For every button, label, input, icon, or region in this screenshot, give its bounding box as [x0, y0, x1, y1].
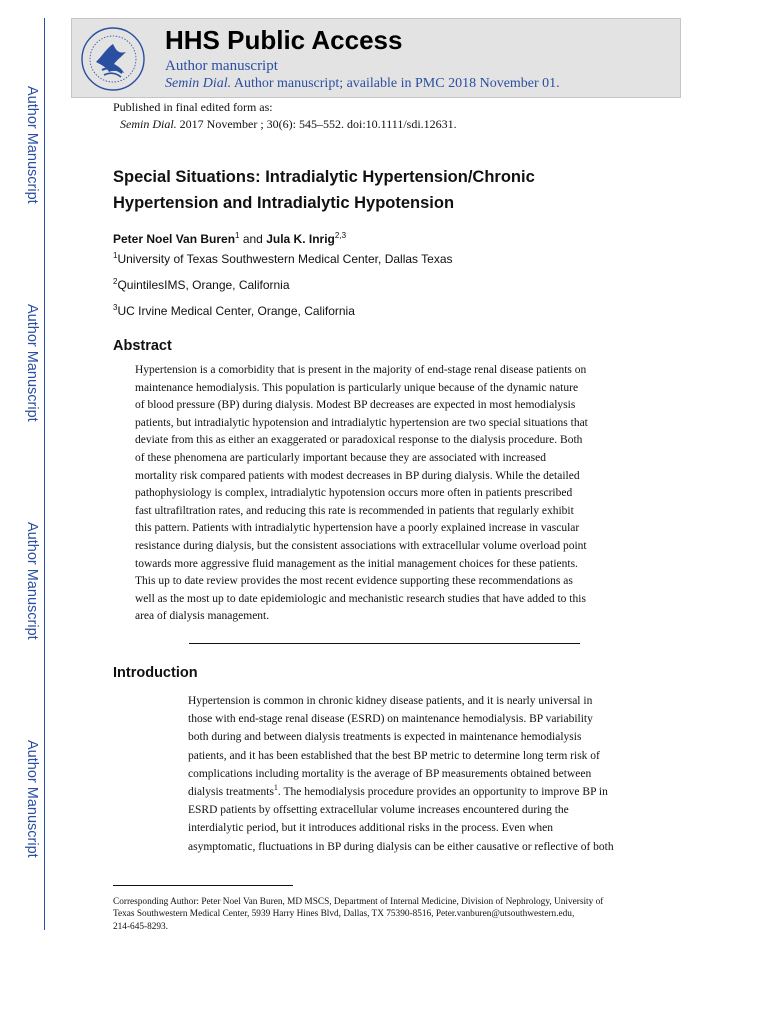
- abstract-line: deviate from this as either an exaggerated or paradoxical response to the dialysis procedure. Both: [135, 434, 583, 447]
- abstract-line: towards more aggressive fluid management as the initial management choices for these patients.: [135, 557, 578, 570]
- abstract-line: pathophysiology is complex, intradialytic hypotension occurs more often in patients prescribed: [135, 487, 573, 500]
- reference-link[interactable]: 1: [273, 783, 278, 793]
- affiliation-number: 2: [113, 277, 118, 286]
- affiliation-text: University of Texas Southwestern Medical Center, Dallas Texas: [117, 252, 453, 266]
- footnote-line: 214-645-8293.: [113, 921, 169, 932]
- footnote-line: Corresponding Author: Peter Noel Van Buren, MD MSCS, Department of Internal Medicine, Division of Nephrology, University of: [113, 897, 604, 907]
- intro-line: dialysis treatments: [188, 786, 274, 799]
- affiliation-text: QuintilesIMS, Orange, California: [117, 278, 290, 292]
- abstract-body: [135, 362, 635, 626]
- header-journal-line: [165, 76, 560, 92]
- footnote-line: Texas Southwestern Medical Center, 5939 Harry Hines Blvd, Dallas, TX 75390-8516, Peter.vanburen@utsouthwestern.edu,: [113, 909, 575, 920]
- abstract-line: mortality risk compared patients with modest decreases in BP during dialysis. While the detailed: [135, 469, 580, 482]
- footnote-divider: [113, 885, 293, 886]
- intro-line: ESRD patients by offsetting extracellular volume increases encountered during the: [188, 804, 569, 817]
- introduction-body: [188, 692, 658, 856]
- hhs-eagle-seal-icon: [80, 26, 146, 92]
- intro-line: . The hemodialysis procedure provides an opportunity to improve BP in: [277, 786, 608, 799]
- header-title: HHS Public Access: [165, 25, 403, 55]
- citation-text: 2017 November ; 30(6): 545–552. doi:10.1111/sdi.12631.: [176, 117, 457, 131]
- abstract-line: area of dialysis management.: [135, 610, 270, 623]
- intro-line: complications including mortality is the average of BP measurements obtained between: [188, 767, 592, 780]
- journal-name: Semin Dial.: [165, 76, 232, 91]
- author-name: Peter Noel Van Buren: [113, 232, 236, 246]
- article-title: Special Situations: Intradialytic Hypertension/Chronic Hypertension and Intradialytic Hypotension: [113, 168, 535, 212]
- author-line: [113, 232, 346, 246]
- intro-line: asymptomatic, fluctuations in BP during dialysis can be either causative or reflective of both: [188, 840, 614, 853]
- published-note: Published in final edited form as:: [113, 100, 273, 114]
- header-subtitle: Author manuscript: [165, 58, 278, 74]
- abstract-line: This up to date review provides the most recent evidence supporting these recommendations as: [135, 575, 573, 588]
- journal-name: Semin Dial.: [120, 117, 177, 131]
- availability-text: Author manuscript; available in PMC 2018 November 01.: [231, 76, 560, 91]
- abstract-heading: Abstract: [113, 338, 172, 354]
- intro-line: those with end-stage renal disease (ESRD) on maintenance hemodialysis. BP variability: [188, 713, 593, 726]
- introduction-heading: Introduction: [113, 665, 198, 681]
- corresponding-author-footnote: [113, 896, 653, 933]
- abstract-line: resistance during dialysis, but the consistent associations with extracellular volume overload point: [135, 539, 587, 552]
- abstract-line: fast ultrafiltration rates, and reducing this rate is recommended in patients that regularly exhibit: [135, 504, 574, 517]
- affiliation-marker: 2,3: [334, 231, 347, 240]
- affiliation-marker: 1: [235, 231, 240, 240]
- abstract-line: of blood pressure (BP) during dialysis. Modest BP decreases are expected in most hemodialysis: [135, 399, 576, 412]
- citation-line: [120, 117, 457, 132]
- abstract-line: patients, but intradialytic hypotension and intradialytic hypertension are two special situations that: [135, 416, 588, 429]
- abstract-line: this pattern. Patients with intradialytic hypertension have a poorly explained increase in vascular: [135, 522, 580, 535]
- hhs-header-banner: [71, 18, 681, 98]
- affiliation-number: 1: [113, 251, 118, 260]
- intro-line: interdialytic period, but it introduces additional risks in the process. Even when: [188, 822, 554, 835]
- abstract-line: well as the most up to date epidemiologic and mechanistic research studies that have added to this: [135, 592, 586, 605]
- intro-line: both during and between dialysis treatments is expected in maintenance hemodialysis: [188, 731, 582, 744]
- affiliation: [113, 252, 453, 266]
- affiliation-number: 3: [113, 303, 118, 312]
- abstract-line: Hypertension is a comorbidity that is present in the majority of end-stage renal disease patients on: [135, 364, 587, 376]
- abstract-line: maintenance hemodialysis. This population is particularly unique because of the dynamic nature: [135, 381, 579, 394]
- affiliation: [113, 278, 290, 292]
- author-conjunction: and: [239, 232, 267, 246]
- author-name: Jula K. Inrig: [266, 232, 335, 246]
- sidebar-divider: [44, 18, 45, 930]
- affiliation: [113, 304, 355, 318]
- intro-line: patients, and it has been established that the best BP metric to determine long term risk of: [188, 749, 600, 762]
- affiliation-text: UC Irvine Medical Center, Orange, California: [117, 304, 355, 318]
- abstract-line: of these phenomena are particularly important because they are associated with increased: [135, 451, 546, 464]
- intro-line: Hypertension is common in chronic kidney disease patients, and it is nearly universal in: [188, 695, 593, 707]
- abstract-divider: [189, 643, 580, 644]
